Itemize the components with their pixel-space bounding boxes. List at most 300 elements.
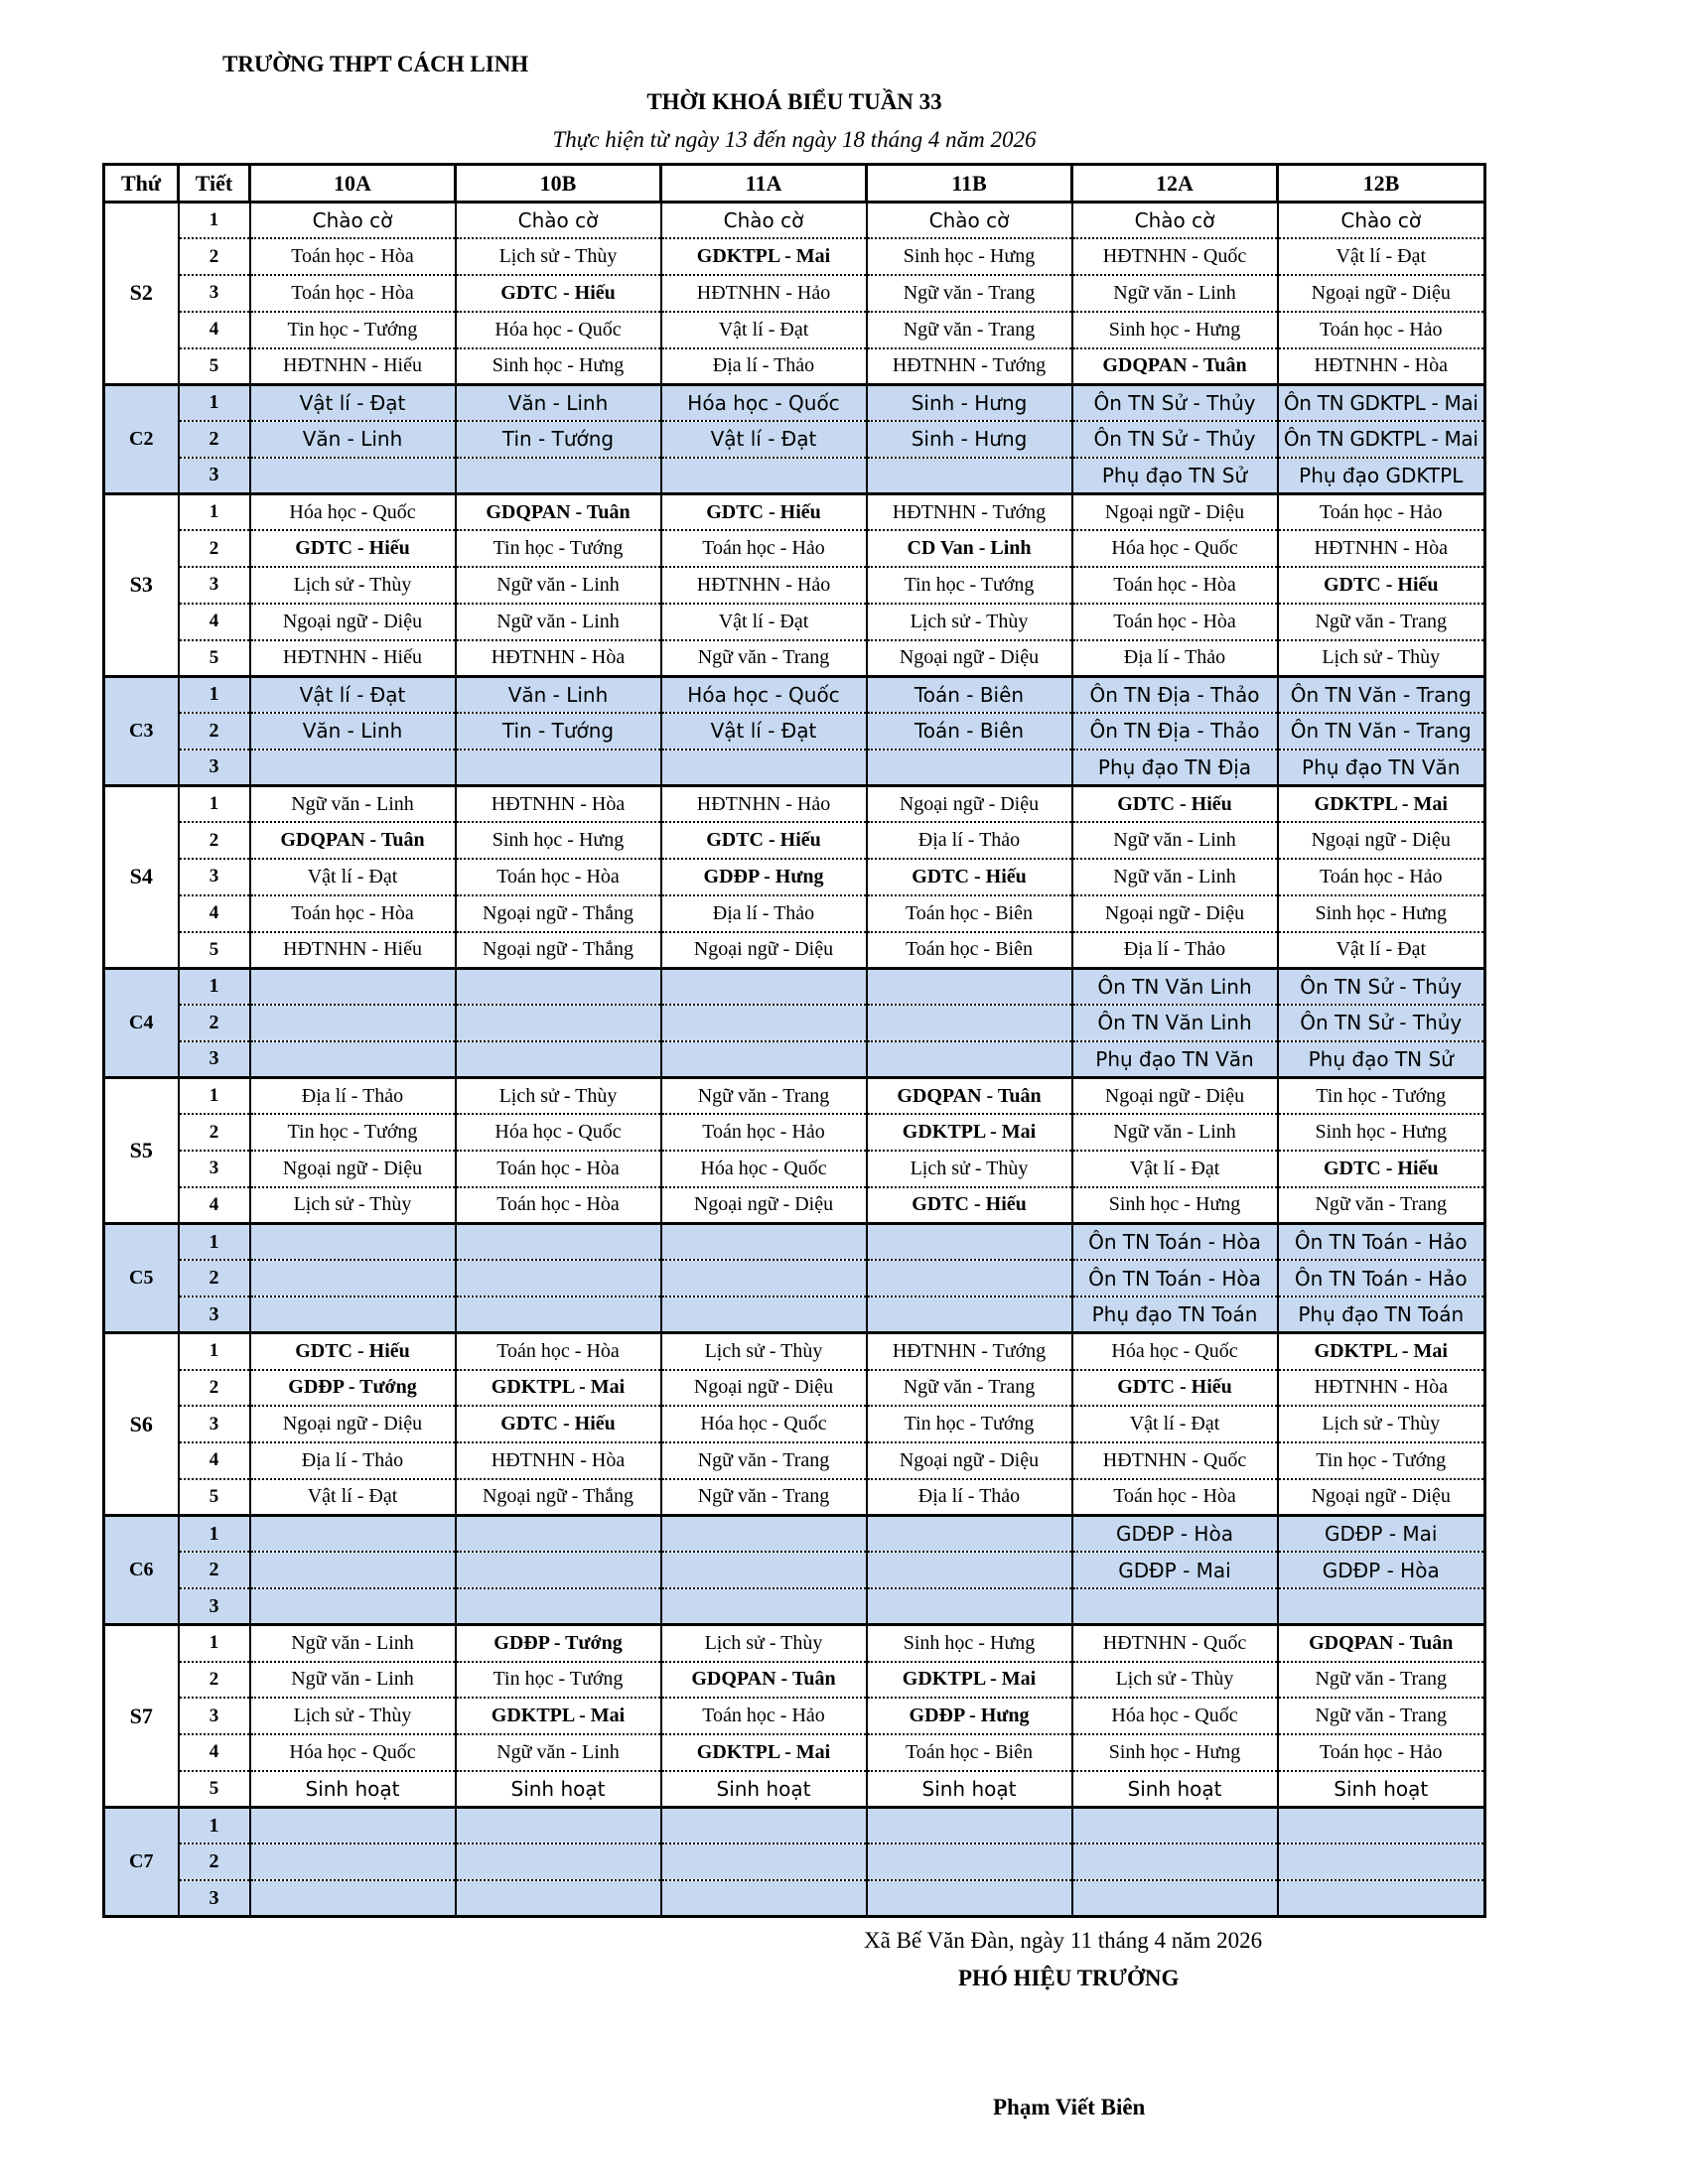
period-number: 5 [179, 1771, 250, 1808]
period-number: 1 [179, 786, 250, 823]
schedule-cell: Ngoại ngữ - Diệu [1072, 895, 1278, 932]
table-row [104, 895, 1485, 932]
schedule-cell [456, 1224, 661, 1261]
schedule-cell [661, 1041, 867, 1078]
period-number: 4 [179, 1442, 250, 1479]
schedule-cell: GDKTPL - Mai [661, 238, 867, 275]
schedule-cell: Ngoại ngữ - Diệu [661, 1370, 867, 1407]
table-row [104, 1406, 1485, 1442]
schedule-cell: Tin học - Tướng [250, 1114, 456, 1151]
schedule-cell: Ngoại ngữ - Diệu [250, 604, 456, 640]
period-number: 2 [179, 238, 250, 275]
day-label: S3 [104, 494, 179, 677]
schedule-cell: Lịch sử - Thùy [456, 1078, 661, 1115]
schedule-cell [867, 1516, 1072, 1553]
schedule-cell [250, 1005, 456, 1041]
schedule-cell: GDĐP - Hòa [1278, 1552, 1485, 1588]
period-number: 1 [179, 1625, 250, 1662]
day-label: C7 [104, 1808, 179, 1917]
schedule-cell: Sinh học - Hưng [1072, 1734, 1278, 1771]
schedule-cell: Phụ đạo GDKTPL [1278, 458, 1485, 494]
schedule-cell [1278, 1880, 1485, 1917]
period-number: 2 [179, 1005, 250, 1041]
schedule-cell: HĐTNHN - Hiếu [250, 348, 456, 385]
table-row [104, 1187, 1485, 1224]
schedule-cell: Ngoại ngữ - Thắng [456, 932, 661, 969]
schedule-cell: HĐTNHN - Hiếu [250, 932, 456, 969]
schedule-cell [867, 1224, 1072, 1261]
period-number: 4 [179, 895, 250, 932]
schedule-cell: Toán học - Hòa [1072, 604, 1278, 640]
schedule-cell: GDTC - Hiếu [867, 859, 1072, 895]
schedule-cell: Sinh học - Hưng [1072, 1187, 1278, 1224]
period-number: 1 [179, 1078, 250, 1115]
schedule-cell: Ngữ văn - Linh [250, 1662, 456, 1699]
table-row [104, 1260, 1485, 1297]
schedule-cell: Sinh học - Hưng [1278, 895, 1485, 932]
schedule-cell: Toán học - Hòa [1072, 567, 1278, 604]
schedule-cell: Ngoại ngữ - Diệu [867, 640, 1072, 677]
schedule-cell [250, 1588, 456, 1625]
schedule-cell: Phụ đạo TN Địa [1072, 750, 1278, 786]
schedule-cell: Ôn TN Toán - Hòa [1072, 1224, 1278, 1261]
schedule-cell: HĐTNHN - Tướng [867, 494, 1072, 531]
period-number: 2 [179, 530, 250, 567]
table-row [104, 1297, 1485, 1333]
schedule-cell [867, 1808, 1072, 1844]
table-row [104, 968, 1485, 1005]
schedule-cell: GDTC - Hiếu [867, 1187, 1072, 1224]
table-row [104, 1333, 1485, 1370]
schedule-cell: Toán học - Hòa [456, 859, 661, 895]
period-number: 3 [179, 275, 250, 312]
table-row [104, 640, 1485, 677]
schedule-cell: Vật lí - Đạt [250, 1479, 456, 1516]
schedule-cell [1278, 1808, 1485, 1844]
schedule-cell: HĐTNHN - Quốc [1072, 1625, 1278, 1662]
schedule-cell: Lịch sử - Thùy [1278, 640, 1485, 677]
schedule-cell: Hóa học - Quốc [661, 1151, 867, 1187]
place-date: Xã Bế Văn Đàn, ngày 11 tháng 4 năm 2026 [864, 1928, 1263, 1953]
schedule-cell: HĐTNHN - Hòa [1278, 1370, 1485, 1407]
schedule-cell [661, 1808, 867, 1844]
schedule-cell: GDĐP - Hưng [661, 859, 867, 895]
period-number: 1 [179, 1516, 250, 1553]
schedule-cell: Vật lí - Đạt [250, 384, 456, 421]
schedule-cell: Hóa học - Quốc [456, 312, 661, 348]
schedule-cell: Ngoại ngữ - Diệu [867, 786, 1072, 823]
schedule-cell [250, 1843, 456, 1880]
column-header-class: 12B [1278, 165, 1485, 203]
schedule-cell: HĐTNHN - Tướng [867, 1333, 1072, 1370]
schedule-cell: HĐTNHN - Quốc [1072, 1442, 1278, 1479]
table-row [104, 421, 1485, 458]
schedule-cell [456, 1880, 661, 1917]
schedule-cell: GDQPAN - Tuân [250, 822, 456, 859]
schedule-cell: HĐTNHN - Hòa [456, 1442, 661, 1479]
schedule-cell [456, 968, 661, 1005]
schedule-cell: Sinh học - Hưng [1072, 312, 1278, 348]
schedule-cell: Vật lí - Đạt [1278, 932, 1485, 969]
schedule-cell: Ôn TN GDKTPL - Mai [1278, 384, 1485, 421]
schedule-cell: Ngữ văn - Trang [661, 1078, 867, 1115]
day-label: C4 [104, 968, 179, 1077]
schedule-cell: GDKTPL - Mai [456, 1370, 661, 1407]
table-row [104, 567, 1485, 604]
schedule-cell: Hóa học - Quốc [1072, 1698, 1278, 1734]
schedule-cell: Lịch sử - Thùy [661, 1333, 867, 1370]
schedule-cell: Toán - Biên [867, 713, 1072, 750]
schedule-cell [456, 1808, 661, 1844]
schedule-cell [867, 1843, 1072, 1880]
schedule-cell: GDTC - Hiếu [1278, 1151, 1485, 1187]
period-number: 1 [179, 384, 250, 421]
schedule-cell: Hóa học - Quốc [250, 1734, 456, 1771]
schedule-cell: Tin học - Tướng [250, 312, 456, 348]
schedule-cell: Toán học - Hảo [661, 1698, 867, 1734]
schedule-cell: GDQPAN - Tuân [867, 1078, 1072, 1115]
schedule-cell: GDKTPL - Mai [867, 1114, 1072, 1151]
schedule-cell: Toán học - Hảo [661, 1114, 867, 1151]
document-title: THỜI KHOÁ BIỂU TUẦN 33 [646, 89, 942, 114]
day-label: C6 [104, 1516, 179, 1625]
schedule-cell: GDTC - Hiếu [250, 1333, 456, 1370]
schedule-cell: Ôn TN Sử - Thủy [1278, 1005, 1485, 1041]
schedule-cell [250, 750, 456, 786]
day-label: C5 [104, 1224, 179, 1333]
table-row [104, 1224, 1485, 1261]
period-number: 1 [179, 203, 250, 239]
schedule-cell: Sinh học - Hưng [456, 348, 661, 385]
schedule-cell: Sinh học - Hưng [456, 822, 661, 859]
table-row [104, 932, 1485, 969]
period-number: 2 [179, 1114, 250, 1151]
table-row [104, 238, 1485, 275]
table-row [104, 750, 1485, 786]
schedule-cell: Hóa học - Quốc [661, 1406, 867, 1442]
schedule-cell [456, 1588, 661, 1625]
schedule-cell: Ôn TN Sử - Thủy [1072, 421, 1278, 458]
schedule-cell: Lịch sử - Thùy [1072, 1662, 1278, 1699]
schedule-cell: Sinh hoạt [1072, 1771, 1278, 1808]
period-number: 3 [179, 1297, 250, 1333]
schedule-cell [661, 1297, 867, 1333]
table-row [104, 1662, 1485, 1699]
schedule-cell: Vật lí - Đạt [661, 421, 867, 458]
schedule-cell: Chào cờ [1072, 203, 1278, 239]
schedule-cell: Ngữ văn - Trang [867, 275, 1072, 312]
column-header-class: 10A [250, 165, 456, 203]
table-row [104, 1588, 1485, 1625]
schedule-cell: Tin học - Tướng [456, 1662, 661, 1699]
table-row [104, 786, 1485, 823]
timetable [102, 163, 1486, 1918]
schedule-cell: Ngoại ngữ - Diệu [1072, 1078, 1278, 1115]
schedule-cell [250, 1224, 456, 1261]
schedule-cell: Toán học - Hòa [250, 275, 456, 312]
period-number: 2 [179, 1843, 250, 1880]
table-row [104, 1370, 1485, 1407]
schedule-cell [456, 458, 661, 494]
schedule-cell: Ôn TN Địa - Thảo [1072, 676, 1278, 713]
period-number: 2 [179, 1662, 250, 1699]
schedule-cell: Ngữ văn - Linh [250, 786, 456, 823]
table-row [104, 1552, 1485, 1588]
schedule-cell: Lịch sử - Thùy [456, 238, 661, 275]
schedule-cell: Ngoại ngữ - Diệu [1278, 275, 1485, 312]
schedule-cell [661, 1588, 867, 1625]
schedule-cell: Ngữ văn - Trang [661, 640, 867, 677]
schedule-cell [867, 458, 1072, 494]
period-number: 5 [179, 932, 250, 969]
schedule-cell [661, 458, 867, 494]
period-number: 3 [179, 1588, 250, 1625]
day-label: S6 [104, 1333, 179, 1516]
column-header-class: 10B [456, 165, 661, 203]
schedule-cell: Toán học - Hòa [1072, 1479, 1278, 1516]
table-row [104, 1041, 1485, 1078]
schedule-cell [661, 1516, 867, 1553]
document-subtitle: Thực hiện từ ngày 13 đến ngày 18 tháng 4 năm 2026 [552, 127, 1037, 152]
schedule-cell: Ngữ văn - Trang [867, 312, 1072, 348]
schedule-cell: Hóa học - Quốc [1072, 1333, 1278, 1370]
period-number: 1 [179, 676, 250, 713]
school-name: TRƯỜNG THPT CÁCH LINH [222, 52, 529, 76]
period-number: 1 [179, 968, 250, 1005]
schedule-cell: Hóa học - Quốc [1072, 530, 1278, 567]
schedule-cell [867, 1041, 1072, 1078]
schedule-cell: Ngoại ngữ - Diệu [250, 1151, 456, 1187]
schedule-cell: Hóa học - Quốc [250, 494, 456, 531]
schedule-cell: GDTC - Hiếu [1072, 1370, 1278, 1407]
schedule-cell: GDTC - Hiếu [456, 275, 661, 312]
period-number: 2 [179, 1260, 250, 1297]
schedule-cell: Chào cờ [1278, 203, 1485, 239]
schedule-cell: Ôn TN Văn - Trang [1278, 713, 1485, 750]
schedule-cell: GDTC - Hiếu [456, 1406, 661, 1442]
schedule-cell: Tin học - Tướng [867, 567, 1072, 604]
schedule-cell: Ôn TN Sử - Thủy [1072, 384, 1278, 421]
schedule-cell [867, 968, 1072, 1005]
period-number: 3 [179, 859, 250, 895]
timetable-body [104, 203, 1485, 1917]
schedule-cell: Ôn TN Sử - Thủy [1278, 968, 1485, 1005]
table-row [104, 822, 1485, 859]
schedule-cell: Tin học - Tướng [1278, 1078, 1485, 1115]
schedule-cell: GDTC - Hiếu [661, 494, 867, 531]
schedule-cell: Ngoại ngữ - Diệu [661, 1187, 867, 1224]
schedule-cell: Tin - Tướng [456, 421, 661, 458]
table-row [104, 1114, 1485, 1151]
period-number: 5 [179, 1479, 250, 1516]
period-number: 3 [179, 567, 250, 604]
schedule-cell: Lịch sử - Thùy [250, 1187, 456, 1224]
table-row [104, 203, 1485, 239]
schedule-cell: Địa lí - Thảo [661, 348, 867, 385]
schedule-cell: Ngữ văn - Trang [867, 1370, 1072, 1407]
schedule-cell: Toán học - Biên [867, 1734, 1072, 1771]
table-row [104, 1880, 1485, 1917]
period-number: 3 [179, 1406, 250, 1442]
table-row [104, 1078, 1485, 1115]
table-row [104, 1442, 1485, 1479]
schedule-cell [250, 1808, 456, 1844]
schedule-cell: Văn - Linh [456, 384, 661, 421]
schedule-cell: Ngữ văn - Linh [1072, 275, 1278, 312]
schedule-cell [661, 968, 867, 1005]
column-header-day: Thứ [104, 165, 179, 203]
schedule-cell: Toán học - Hảo [1278, 494, 1485, 531]
schedule-cell: Toán học - Hòa [456, 1151, 661, 1187]
schedule-cell: GDQPAN - Tuân [1072, 348, 1278, 385]
period-number: 2 [179, 1370, 250, 1407]
table-row [104, 494, 1485, 531]
schedule-cell [456, 1260, 661, 1297]
day-label: C3 [104, 676, 179, 785]
period-number: 3 [179, 1698, 250, 1734]
schedule-cell [867, 1005, 1072, 1041]
schedule-cell [250, 1880, 456, 1917]
schedule-cell: Vật lí - Đạt [661, 312, 867, 348]
schedule-cell: Lịch sử - Thùy [867, 604, 1072, 640]
schedule-cell: Tin học - Tướng [867, 1406, 1072, 1442]
schedule-cell: Lịch sử - Thùy [250, 567, 456, 604]
table-row [104, 1843, 1485, 1880]
table-row [104, 1005, 1485, 1041]
schedule-cell: Toán học - Hòa [456, 1333, 661, 1370]
schedule-cell [456, 1843, 661, 1880]
schedule-cell: GDTC - Hiếu [661, 822, 867, 859]
schedule-cell: Toán - Biên [867, 676, 1072, 713]
schedule-cell: HĐTNHN - Tướng [867, 348, 1072, 385]
schedule-cell [867, 1880, 1072, 1917]
schedule-cell: HĐTNHN - Hảo [661, 275, 867, 312]
schedule-cell: Sinh học - Hưng [1278, 1114, 1485, 1151]
schedule-cell: GDKTPL - Mai [456, 1698, 661, 1734]
schedule-cell: Tin - Tướng [456, 713, 661, 750]
schedule-cell: GDTC - Hiếu [1278, 567, 1485, 604]
schedule-cell [661, 1880, 867, 1917]
schedule-cell: Ôn TN Toán - Hảo [1278, 1224, 1485, 1261]
schedule-cell: Tin học - Tướng [456, 530, 661, 567]
schedule-cell: GDKTPL - Mai [867, 1662, 1072, 1699]
period-number: 3 [179, 750, 250, 786]
schedule-cell: GDKTPL - Mai [1278, 786, 1485, 823]
schedule-cell: Chào cờ [456, 203, 661, 239]
day-label: S2 [104, 203, 179, 385]
schedule-cell: Ôn TN Địa - Thảo [1072, 713, 1278, 750]
schedule-cell: GDĐP - Hòa [1072, 1516, 1278, 1553]
schedule-cell: HĐTNHN - Hòa [456, 786, 661, 823]
schedule-cell: Phụ đạo TN Văn [1278, 750, 1485, 786]
schedule-cell: Toán học - Hòa [456, 1187, 661, 1224]
schedule-cell: Sinh hoạt [456, 1771, 661, 1808]
schedule-cell [250, 1552, 456, 1588]
table-row [104, 1771, 1485, 1808]
schedule-cell: Ngữ văn - Linh [250, 1625, 456, 1662]
schedule-cell [1278, 1588, 1485, 1625]
schedule-cell: Toán học - Hòa [250, 895, 456, 932]
schedule-cell: GDĐP - Mai [1072, 1552, 1278, 1588]
schedule-cell: Địa lí - Thảo [250, 1442, 456, 1479]
table-row [104, 676, 1485, 713]
column-header-class: 12A [1072, 165, 1278, 203]
schedule-cell [661, 1260, 867, 1297]
period-number: 3 [179, 1880, 250, 1917]
schedule-cell: Ngoại ngữ - Diệu [1278, 822, 1485, 859]
schedule-cell: Ngữ văn - Linh [1072, 859, 1278, 895]
schedule-cell: Phụ đạo TN Toán [1072, 1297, 1278, 1333]
schedule-cell [867, 1297, 1072, 1333]
schedule-cell: Toán học - Hảo [1278, 859, 1485, 895]
schedule-cell [1278, 1843, 1485, 1880]
schedule-cell: GDQPAN - Tuân [456, 494, 661, 531]
column-header-period: Tiết [179, 165, 250, 203]
period-number: 2 [179, 1552, 250, 1588]
schedule-cell [661, 750, 867, 786]
schedule-cell: HĐTNHN - Hòa [1278, 348, 1485, 385]
table-row [104, 1516, 1485, 1553]
schedule-cell: Vật lí - Đạt [250, 676, 456, 713]
table-row [104, 604, 1485, 640]
schedule-cell: GDĐP - Tướng [456, 1625, 661, 1662]
schedule-cell: Văn - Linh [250, 713, 456, 750]
schedule-cell: Ngoại ngữ - Diệu [1278, 1479, 1485, 1516]
schedule-cell: Sinh học - Hưng [867, 1625, 1072, 1662]
schedule-cell [250, 1297, 456, 1333]
schedule-cell: Vật lí - Đạt [1072, 1406, 1278, 1442]
schedule-cell: GDTC - Hiếu [1072, 786, 1278, 823]
table-row [104, 275, 1485, 312]
schedule-cell [867, 1260, 1072, 1297]
schedule-cell: Chào cờ [250, 203, 456, 239]
schedule-cell: Tin học - Tướng [1278, 1442, 1485, 1479]
schedule-cell: Ngữ văn - Linh [456, 1734, 661, 1771]
schedule-cell [867, 750, 1072, 786]
schedule-cell [456, 1552, 661, 1588]
schedule-cell [250, 1516, 456, 1553]
schedule-cell: GDQPAN - Tuân [1278, 1625, 1485, 1662]
period-number: 3 [179, 458, 250, 494]
table-row [104, 859, 1485, 895]
schedule-cell: Phụ đạo TN Toán [1278, 1297, 1485, 1333]
schedule-cell: Vật lí - Đạt [1072, 1151, 1278, 1187]
schedule-cell [1072, 1588, 1278, 1625]
period-number: 1 [179, 1224, 250, 1261]
schedule-cell [867, 1588, 1072, 1625]
schedule-cell: GDTC - Hiếu [250, 530, 456, 567]
table-row [104, 384, 1485, 421]
table-row [104, 1151, 1485, 1187]
table-row [104, 312, 1485, 348]
schedule-cell: Phụ đạo TN Văn [1072, 1041, 1278, 1078]
schedule-cell: Ôn TN Toán - Hảo [1278, 1260, 1485, 1297]
schedule-cell: Ngữ văn - Linh [456, 567, 661, 604]
table-row [104, 1625, 1485, 1662]
schedule-cell: HĐTNHN - Hòa [1278, 530, 1485, 567]
schedule-cell: HĐTNHN - Hiếu [250, 640, 456, 677]
schedule-cell: Ngữ văn - Trang [1278, 1662, 1485, 1699]
schedule-cell: Ôn TN Văn - Trang [1278, 676, 1485, 713]
schedule-cell: Hóa học - Quốc [661, 384, 867, 421]
schedule-cell: GDĐP - Mai [1278, 1516, 1485, 1553]
schedule-cell [456, 1516, 661, 1553]
schedule-cell: Ngữ văn - Trang [1278, 1187, 1485, 1224]
schedule-cell: Sinh hoạt [661, 1771, 867, 1808]
table-row [104, 713, 1485, 750]
schedule-cell: Địa lí - Thảo [661, 895, 867, 932]
schedule-cell [661, 1552, 867, 1588]
